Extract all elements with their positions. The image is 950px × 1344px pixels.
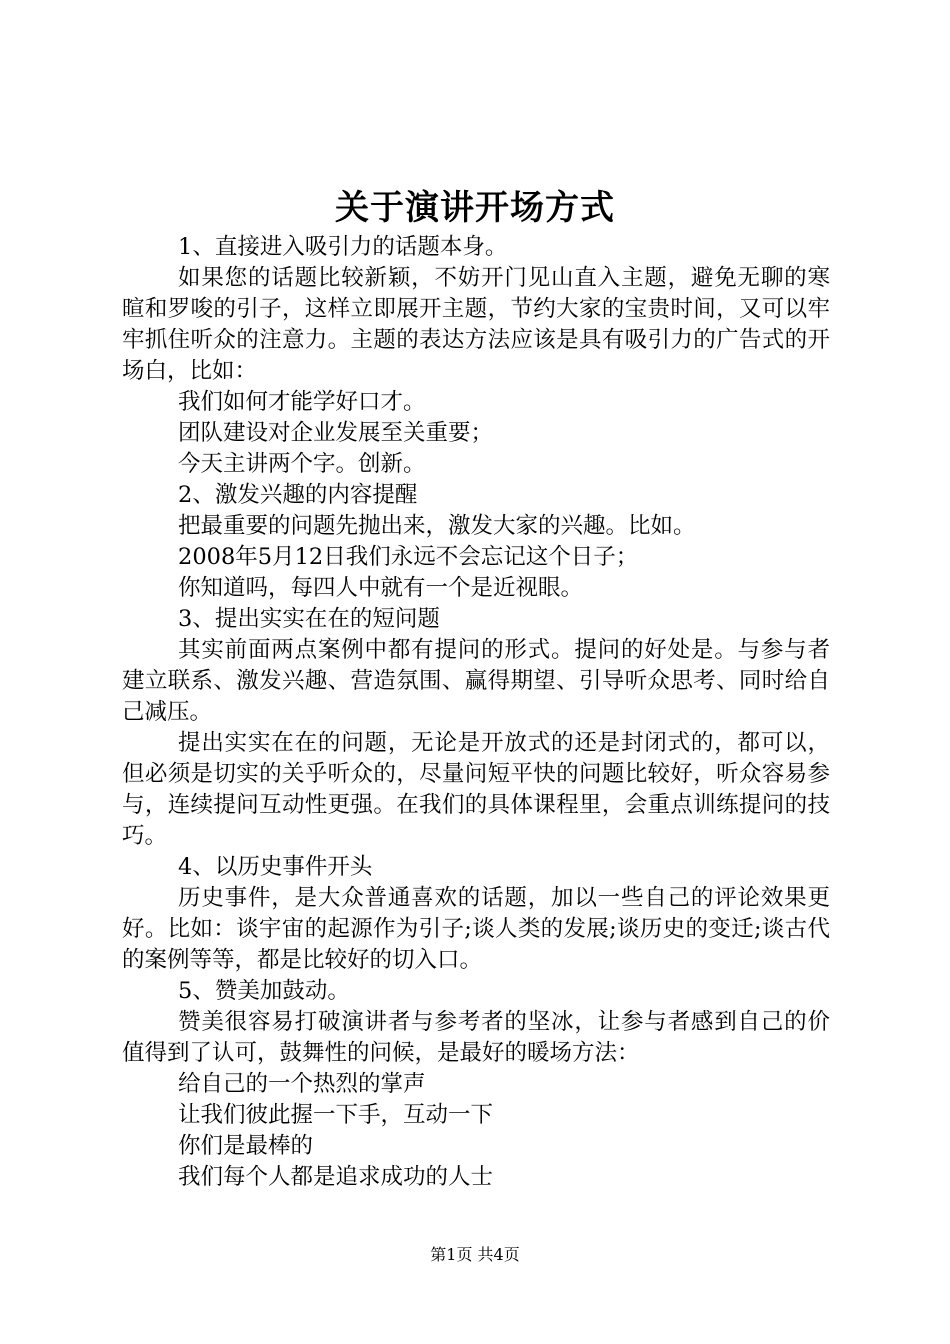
paragraph: 让我们彼此握一下手，互动一下	[178, 1102, 494, 1128]
paragraph: 赞美很容易打破演讲者与参考者的坚冰，让参与者感到自己的价值得到了认可，鼓舞性的问候，是最好的暖场方法：	[122, 1009, 830, 1066]
paragraph: 其实前面两点案例中都有提问的形式。提问的好处是。与参与者建立联系、激发兴趣、营造氛围、赢得期望、引导听众思考、同时给自己减压。	[122, 637, 830, 725]
paragraph: 历史事件，是大众普通喜欢的话题，加以一些自己的评论效果更好。比如：谈宇宙的起源作为引子;谈人类的发展;谈历史的变迁;谈古代的案例等等，都是比较好的切入口。	[122, 885, 830, 973]
paragraph: 团队建设对企业发展至关重要；	[178, 420, 494, 446]
paragraph: 5、赞美加鼓动。	[178, 978, 350, 1004]
paragraph: 你知道吗，每四人中就有一个是近视眼。	[178, 575, 584, 601]
paragraph: 1、直接进入吸引力的话题本身。	[178, 234, 508, 260]
paragraph: 把最重要的问题先抛出来，激发大家的兴趣。比如。	[178, 513, 696, 539]
paragraph: 2008年5月12日我们永远不会忘记这个日子；	[178, 544, 639, 570]
paragraph: 今天主讲两个字。创新。	[178, 451, 426, 477]
paragraph: 3、提出实实在在的短问题	[178, 606, 440, 632]
paragraph: 给自己的一个热烈的掌声	[178, 1071, 426, 1097]
paragraph: 4、以历史事件开头	[178, 854, 373, 880]
paragraph: 如果您的话题比较新颖，不妨开门见山直入主题，避免无聊的寒暄和罗唆的引子，这样立即展开主题，节约大家的宝贵时间，又可以牢牢抓住听众的注意力。主题的表达方法应该是具有吸引力的广告式的开场白，比如：	[122, 265, 830, 384]
document-body	[122, 232, 830, 1193]
paragraph: 我们如何才能学好口才。	[178, 389, 426, 415]
paragraph: 2、激发兴趣的内容提醒	[178, 482, 418, 508]
page-number-footer: 第1页 共4页	[430, 1245, 520, 1264]
document-title: 关于演讲开场方式	[335, 188, 615, 228]
paragraph: 我们每个人都是追求成功的人士	[178, 1164, 494, 1190]
paragraph: 提出实实在在的问题，无论是开放式的还是封闭式的，都可以，但必须是切实的关乎听众的，尽量问短平快的问题比较好，听众容易参与，连续提问互动性更强。在我们的具体课程里，会重点训练提问的技巧。	[122, 730, 830, 849]
paragraph: 你们是最棒的	[178, 1133, 314, 1159]
